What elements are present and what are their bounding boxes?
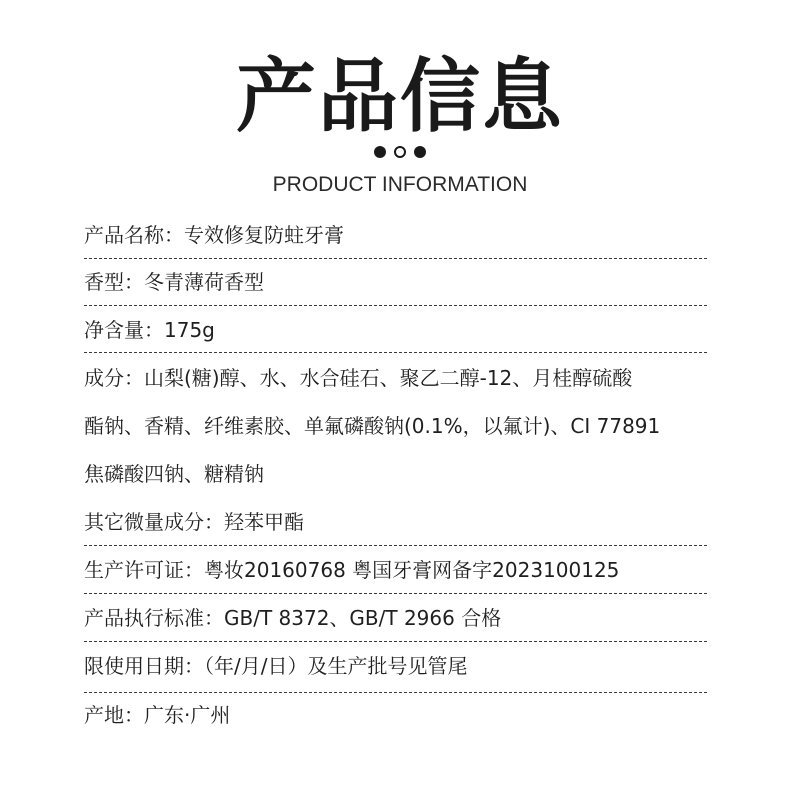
dashed-divider — [84, 352, 707, 353]
dashed-divider — [84, 305, 707, 306]
dashed-divider — [84, 545, 707, 546]
filled-dot-icon — [374, 146, 386, 158]
standard-row: 产品执行标准：GB/T 8372、GB/T 2966 合格 — [84, 606, 502, 630]
product-name-row: 产品名称：专效修复防蛀牙膏 — [84, 223, 344, 247]
hollow-dot-icon — [394, 146, 406, 158]
origin-row: 产地：广东·广州 — [84, 703, 231, 727]
ingredients-line-2: 酯钠、香精、纤维素胶、单氟磷酸钠(0.1%，以氟计)、CI 77891 — [84, 414, 661, 438]
dashed-divider — [84, 258, 707, 259]
ingredients-line-3: 焦磷酸四钠、糖精钠 — [84, 462, 264, 486]
dashed-divider — [84, 641, 707, 642]
production-license-row: 生产许可证：粤妆20160768 粤国牙膏网备字2023100125 — [84, 558, 620, 582]
page-subtitle: PRODUCT INFORMATION — [272, 173, 528, 196]
expiry-row: 限使用日期：（年/月/日）及生产批号见管尾 — [84, 654, 468, 678]
page-title: 产品信息 — [236, 50, 564, 143]
dashed-divider — [84, 692, 707, 693]
dashed-divider — [84, 593, 707, 594]
net-content-row: 净含量：175g — [84, 318, 215, 342]
minor-ingredients-row: 其它微量成分：羟苯甲酯 — [84, 510, 304, 534]
flavor-row: 香型：冬青薄荷香型 — [84, 270, 264, 294]
ingredients-line-1: 成分：山梨(糖)醇、水、水合硅石、聚乙二醇-12、月桂醇硫酸 — [84, 366, 633, 390]
filled-dot-icon — [414, 146, 426, 158]
dot-ornament — [0, 146, 800, 158]
